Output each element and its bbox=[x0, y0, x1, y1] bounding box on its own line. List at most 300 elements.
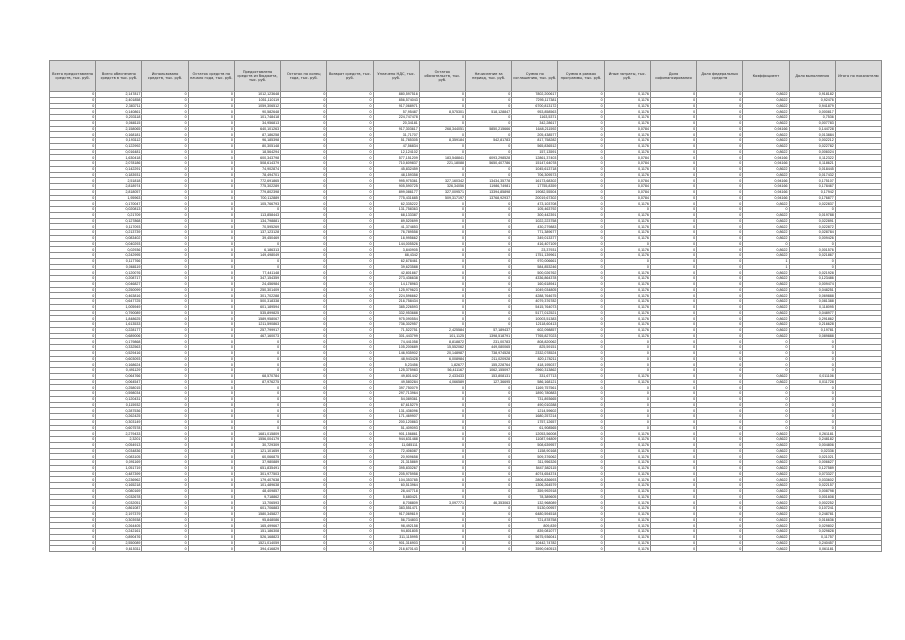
table-cell: 508,639957 bbox=[512, 442, 558, 448]
table-cell: 0,8622 bbox=[743, 506, 789, 512]
table-cell: 820,178211 bbox=[512, 356, 558, 362]
table-cell: 0 bbox=[558, 540, 604, 546]
table-cell: 880,597516 bbox=[373, 92, 419, 98]
table-cell: 2,078186 bbox=[96, 161, 142, 167]
table-cell: 0 bbox=[188, 207, 234, 213]
table-cell: 0 bbox=[50, 224, 96, 230]
table-cell: 0 bbox=[281, 304, 327, 310]
table-cell: 500,026762 bbox=[512, 270, 558, 276]
table-cell: 1 bbox=[743, 258, 789, 264]
table-cell: 0 bbox=[465, 419, 511, 425]
column-header: Сумма по соглашению, тыс. руб. bbox=[512, 61, 558, 92]
header-row bbox=[50, 61, 882, 92]
table-cell: 0 bbox=[697, 494, 743, 500]
table-cell: 0 bbox=[650, 287, 696, 293]
table-cell: 0 bbox=[188, 327, 234, 333]
table-cell: 0 bbox=[142, 339, 188, 345]
table-cell: 0 bbox=[188, 437, 234, 443]
table-cell: 0 bbox=[281, 120, 327, 126]
table-cell: 0 bbox=[281, 276, 327, 282]
table-cell: 0 bbox=[650, 224, 696, 230]
table-cell: 0,1176 bbox=[604, 540, 650, 546]
table-cell: 0 bbox=[419, 517, 465, 523]
table-cell: 0 bbox=[743, 339, 789, 345]
table-cell: 953,858563 bbox=[512, 109, 558, 115]
table-cell: 0 bbox=[50, 212, 96, 218]
table-cell: 0,487399 bbox=[96, 471, 142, 477]
table-cell: 0,8622 bbox=[743, 483, 789, 489]
table-cell: 0 bbox=[188, 471, 234, 477]
table-cell: 0,8622 bbox=[743, 281, 789, 287]
column-header: Доля федеральных средств bbox=[697, 61, 743, 92]
table-row bbox=[50, 546, 882, 552]
table-cell: 0,1176 bbox=[604, 460, 650, 466]
table-cell: 0 bbox=[327, 207, 373, 213]
table-cell: 0 bbox=[697, 465, 743, 471]
column-header: Коэффициент bbox=[743, 61, 789, 92]
table-cell: 105,766793 bbox=[234, 201, 280, 207]
table-cell: 0,203118 bbox=[96, 115, 142, 121]
table-cell: 0 bbox=[188, 540, 234, 546]
table-cell: 0 bbox=[234, 362, 280, 368]
table-cell: 0 bbox=[281, 201, 327, 207]
table-cell: 0 bbox=[419, 523, 465, 529]
table-cell: 0,081388 bbox=[789, 299, 835, 305]
table-cell: 0 bbox=[697, 322, 743, 328]
table-cell: 0,1176 bbox=[604, 120, 650, 126]
table-cell: 0 bbox=[419, 448, 465, 454]
table-cell: 0 bbox=[281, 385, 327, 391]
table-cell: 0 bbox=[50, 385, 96, 391]
table-cell: 0 bbox=[465, 454, 511, 460]
table-cell: 0 bbox=[142, 218, 188, 224]
table-cell: 0 bbox=[558, 258, 604, 264]
table-cell: 0 bbox=[281, 166, 327, 172]
table-cell: 0 bbox=[50, 316, 96, 322]
table-cell: 0 bbox=[697, 97, 743, 103]
table-cell: 771,389677 bbox=[512, 230, 558, 236]
table-cell: 0 bbox=[327, 235, 373, 241]
table-cell: 0 bbox=[50, 534, 96, 540]
table-cell: 0 bbox=[234, 207, 280, 213]
table-cell: 825,59151 bbox=[512, 345, 558, 351]
table-cell: 0 bbox=[558, 402, 604, 408]
table-cell: 1012,123648 bbox=[234, 92, 280, 98]
table-cell: 0 bbox=[50, 511, 96, 517]
table-cell: 0,8622 bbox=[743, 322, 789, 328]
table-cell: 88,4342 bbox=[373, 253, 419, 259]
table-cell: 0 bbox=[697, 333, 743, 339]
table-cell: 0,032678 bbox=[96, 494, 142, 500]
table-cell: 772,691865 bbox=[234, 178, 280, 184]
table-cell: 0,861087 bbox=[96, 506, 142, 512]
table-cell: 651,835491 bbox=[234, 465, 280, 471]
table-cell: 0 bbox=[50, 281, 96, 287]
table-cell: 7295,117381 bbox=[512, 97, 558, 103]
table-cell: 0 bbox=[188, 546, 234, 552]
table-cell: 0,1176 bbox=[604, 212, 650, 218]
table-cell: 995,975361 bbox=[373, 178, 419, 184]
table-cell: 77,441148 bbox=[234, 270, 280, 276]
table-cell: 41,374853 bbox=[373, 224, 419, 230]
table-cell: 0 bbox=[650, 402, 696, 408]
table-cell: 0 bbox=[465, 523, 511, 529]
table-cell: 0,8622 bbox=[743, 488, 789, 494]
table-cell: 0 bbox=[558, 356, 604, 362]
table-cell: 0,8622 bbox=[743, 230, 789, 236]
table-cell: 0 bbox=[465, 287, 511, 293]
table-cell: 0 bbox=[50, 138, 96, 144]
table-cell: 0 bbox=[50, 253, 96, 259]
table-cell: 0 bbox=[697, 103, 743, 109]
table-cell: 0,1176 bbox=[604, 172, 650, 178]
table-cell: 809,839 bbox=[512, 523, 558, 529]
table-cell: 0 bbox=[142, 442, 188, 448]
table-cell: 0 bbox=[327, 448, 373, 454]
table-cell: 917,303617 bbox=[373, 126, 419, 132]
table-cell: 0 bbox=[188, 460, 234, 466]
table-cell: 430,279883 bbox=[512, 224, 558, 230]
table-cell: 0,002212 bbox=[789, 138, 835, 144]
table-cell: 0 bbox=[281, 115, 327, 121]
table-cell: 0 bbox=[281, 517, 327, 523]
table-cell: 0,029828 bbox=[789, 529, 835, 535]
table-cell: 0 bbox=[650, 195, 696, 201]
table-cell: 0 bbox=[281, 264, 327, 270]
table-cell: 4288,764675 bbox=[512, 293, 558, 299]
table-cell: 0 bbox=[558, 201, 604, 207]
table-cell: 0 bbox=[327, 327, 373, 333]
table-cell: 0 bbox=[281, 460, 327, 466]
table-cell: 0 bbox=[558, 143, 604, 149]
table-cell: 0 bbox=[142, 494, 188, 500]
table-cell: 0,1176 bbox=[604, 143, 650, 149]
table-cell: 0,1176 bbox=[604, 448, 650, 454]
table-cell: 14,178963 bbox=[373, 281, 419, 287]
table-cell: 0 bbox=[558, 546, 604, 552]
table-cell: 509,317197 bbox=[419, 195, 465, 201]
table-cell: 0 bbox=[419, 494, 465, 500]
table-cell: 0,054913 bbox=[96, 442, 142, 448]
table-cell: 0 bbox=[142, 322, 188, 328]
table-cell: 0 bbox=[50, 230, 96, 236]
table-cell: 0 bbox=[558, 212, 604, 218]
table-cell: 0 bbox=[743, 425, 789, 431]
table-cell: 347,154359 bbox=[234, 276, 280, 282]
table-cell: 0 bbox=[50, 241, 96, 247]
table-cell: 1,005949 bbox=[96, 304, 142, 310]
table-cell: 0,127868 bbox=[96, 218, 142, 224]
table-cell: 125,979623 bbox=[373, 287, 419, 293]
table-cell: 0 bbox=[327, 362, 373, 368]
table-cell: 0 bbox=[558, 483, 604, 489]
table-cell: 0 bbox=[650, 281, 696, 287]
table-cell: 0 bbox=[327, 224, 373, 230]
table-cell: 0 bbox=[558, 350, 604, 356]
table-cell: 1,613533 bbox=[96, 322, 142, 328]
table-cell: 0 bbox=[604, 385, 650, 391]
table-cell: 31,71707 bbox=[373, 132, 419, 138]
table-cell: 0 bbox=[327, 155, 373, 161]
table-cell: 0 bbox=[419, 120, 465, 126]
table-cell: 1163,5371 bbox=[512, 115, 558, 121]
table-cell: 0 bbox=[50, 92, 96, 98]
table-cell: 0 bbox=[465, 166, 511, 172]
table-cell: 0 bbox=[188, 97, 234, 103]
table-cell: 0,064547 bbox=[96, 379, 142, 385]
table-cell: 48,409857 bbox=[234, 488, 280, 494]
table-cell: 418,195037 bbox=[512, 362, 558, 368]
table-cell: 0 bbox=[50, 155, 96, 161]
table-cell: 0 bbox=[697, 287, 743, 293]
table-cell: 0 bbox=[50, 132, 96, 138]
table-cell: 0 bbox=[465, 448, 511, 454]
table-cell: 0 bbox=[234, 368, 280, 374]
table-cell: 0 bbox=[188, 235, 234, 241]
table-cell: 12053,56008 bbox=[512, 431, 558, 437]
table-cell: 0 bbox=[558, 270, 604, 276]
table-cell: 0,02336 bbox=[789, 448, 835, 454]
table-cell: 0 bbox=[281, 143, 327, 149]
table-cell: 0,1176 bbox=[604, 506, 650, 512]
table-cell: 0 bbox=[465, 460, 511, 466]
table-cell: 0 bbox=[327, 356, 373, 362]
table-cell: 0 bbox=[234, 350, 280, 356]
table-cell: 0,11757 bbox=[789, 534, 835, 540]
table-cell: 0,1176 bbox=[604, 517, 650, 523]
table-cell: 0 bbox=[142, 264, 188, 270]
table-cell: 0,0784 bbox=[604, 189, 650, 195]
table-cell: 359,992918 bbox=[512, 488, 558, 494]
table-cell: 0,8622 bbox=[743, 523, 789, 529]
table-cell: 0 bbox=[697, 293, 743, 299]
table-cell: 0 bbox=[419, 414, 465, 420]
table-cell: 0 bbox=[558, 276, 604, 282]
table-cell: 134,798881 bbox=[234, 218, 280, 224]
table-cell: 0 bbox=[327, 322, 373, 328]
table-cell: 20019,67302 bbox=[512, 195, 558, 201]
column-header: Иные затраты, тыс. руб. bbox=[604, 61, 650, 92]
table-cell: 0 bbox=[142, 316, 188, 322]
table-cell: 0,8622 bbox=[743, 120, 789, 126]
table-cell: 775,431685 bbox=[373, 195, 419, 201]
table-cell: 0,94166 bbox=[743, 178, 789, 184]
table-cell: 0 bbox=[281, 408, 327, 414]
table-cell: 0 bbox=[188, 172, 234, 178]
table-cell: 21,315869 bbox=[373, 460, 419, 466]
table-cell: 0 bbox=[697, 143, 743, 149]
table-cell: 0 bbox=[188, 414, 234, 420]
table-cell: 0,1176 bbox=[604, 333, 650, 339]
table-cell: 0 bbox=[558, 368, 604, 374]
table-cell: 5447,582115 bbox=[512, 465, 558, 471]
table-cell: 0 bbox=[50, 184, 96, 190]
table-cell: 586,168121 bbox=[512, 379, 558, 385]
table-cell: 0 bbox=[558, 373, 604, 379]
table-cell: 3590,040513 bbox=[512, 546, 558, 552]
table-cell: 0,1176 bbox=[604, 546, 650, 552]
table-cell: 2,197379 bbox=[96, 511, 142, 517]
table-cell: 0,120076 bbox=[96, 270, 142, 276]
table-cell: 0,8622 bbox=[743, 471, 789, 477]
table-cell: 0 bbox=[327, 143, 373, 149]
table-cell: 0 bbox=[465, 316, 511, 322]
table-cell: 0 bbox=[419, 149, 465, 155]
table-cell: 0 bbox=[142, 299, 188, 305]
table-cell: 0 bbox=[697, 115, 743, 121]
table-cell: 0 bbox=[281, 230, 327, 236]
table-cell: 0 bbox=[558, 500, 604, 506]
table-cell: 0 bbox=[650, 212, 696, 218]
table-cell: 0 bbox=[558, 448, 604, 454]
table-cell: 0 bbox=[558, 437, 604, 443]
table-cell: 0 bbox=[558, 345, 604, 351]
table-cell: 80,305148 bbox=[234, 143, 280, 149]
table-cell: 0 bbox=[465, 483, 511, 489]
table-cell: 0,193112 bbox=[96, 138, 142, 144]
table-cell: 0 bbox=[142, 391, 188, 397]
table-cell: 0 bbox=[142, 120, 188, 126]
table-cell: 10442,74782 bbox=[512, 540, 558, 546]
table-cell: 0 bbox=[697, 310, 743, 316]
table-cell: 0 bbox=[281, 333, 327, 339]
table-cell: 1,630418 bbox=[96, 155, 142, 161]
table-cell: 0,1176 bbox=[604, 235, 650, 241]
table-cell: 0 bbox=[697, 488, 743, 494]
table-cell: 0 bbox=[650, 534, 696, 540]
table-cell: 301,702288 bbox=[234, 293, 280, 299]
table-cell: 508,614379 bbox=[234, 161, 280, 167]
table-cell: 0 bbox=[697, 546, 743, 552]
table-cell: 0 bbox=[188, 431, 234, 437]
table-cell: 0 bbox=[188, 109, 234, 115]
table-cell: 0 bbox=[697, 500, 743, 506]
table-cell: 0 bbox=[188, 241, 234, 247]
table-cell: 0 bbox=[465, 201, 511, 207]
table-cell: 0,240457 bbox=[789, 540, 835, 546]
table-cell: 0,1176 bbox=[604, 488, 650, 494]
table-cell: 467,160073 bbox=[234, 333, 280, 339]
table-cell: 0,1176 bbox=[604, 218, 650, 224]
table-cell: 5650,407786 bbox=[465, 161, 511, 167]
table-cell: 0 bbox=[281, 419, 327, 425]
table-cell: 0 bbox=[281, 350, 327, 356]
table-cell: 0 bbox=[697, 166, 743, 172]
table-cell: 0 bbox=[558, 488, 604, 494]
table-cell: 0 bbox=[558, 184, 604, 190]
table-cell: 1680,257214 bbox=[512, 414, 558, 420]
table-cell: 0,1176 bbox=[604, 322, 650, 328]
table-cell: 205,438577 bbox=[512, 132, 558, 138]
table-cell: 0 bbox=[650, 546, 696, 552]
table-cell: 0 bbox=[188, 511, 234, 517]
table-cell: 0 bbox=[604, 414, 650, 420]
table-cell: 0,1176 bbox=[604, 500, 650, 506]
table-cell: 0 bbox=[281, 529, 327, 535]
table-cell: 535,899825 bbox=[234, 310, 280, 316]
table-cell: 899,086177 bbox=[373, 189, 419, 195]
table-cell: 0,140861 bbox=[96, 109, 142, 115]
table-cell: 0 bbox=[281, 540, 327, 546]
table-cell: 0 bbox=[281, 534, 327, 540]
table-cell: 76,789558 bbox=[373, 230, 419, 236]
table-cell: 2,279433 bbox=[96, 431, 142, 437]
table-cell: 0 bbox=[50, 149, 96, 155]
table-cell: 0 bbox=[188, 287, 234, 293]
table-cell: 0,8622 bbox=[743, 460, 789, 466]
table-cell: 0 bbox=[558, 109, 604, 115]
table-cell: 0 bbox=[650, 92, 696, 98]
table-cell: 0,8622 bbox=[743, 212, 789, 218]
table-cell: 0 bbox=[327, 184, 373, 190]
table-cell: 17755,8359 bbox=[512, 184, 558, 190]
table-cell bbox=[835, 546, 881, 552]
table-cell: 0 bbox=[650, 310, 696, 316]
table-cell: 0 bbox=[419, 207, 465, 213]
table-cell: 0 bbox=[327, 477, 373, 483]
table-cell: 0 bbox=[650, 253, 696, 259]
table-cell: 0,1176 bbox=[604, 224, 650, 230]
table-cell: 0 bbox=[697, 540, 743, 546]
table-cell: 15,552062 bbox=[419, 345, 465, 351]
table-cell: 0,8622 bbox=[743, 218, 789, 224]
table-cell: 0 bbox=[327, 212, 373, 218]
table-cell: 101,489638 bbox=[234, 483, 280, 489]
table-cell: 2,550089 bbox=[96, 540, 142, 546]
table-cell: 0 bbox=[188, 419, 234, 425]
table-cell: 297,713964 bbox=[373, 391, 419, 397]
table-cell: 5,680421 bbox=[373, 494, 419, 500]
table-cell: 738,974528 bbox=[465, 350, 511, 356]
table-cell: 0 bbox=[419, 258, 465, 264]
table-cell: 0 bbox=[650, 494, 696, 500]
table-cell: 0 bbox=[558, 207, 604, 213]
table-cell: 0 bbox=[465, 425, 511, 431]
table-cell: 0 bbox=[50, 109, 96, 115]
table-cell: 0 bbox=[558, 465, 604, 471]
table-cell: 0 bbox=[327, 92, 373, 98]
table-cell: 8,818872 bbox=[419, 339, 465, 345]
table-cell: 1169,757561 bbox=[512, 385, 558, 391]
table-cell: 0,790089 bbox=[96, 310, 142, 316]
table-cell: 0 bbox=[188, 126, 234, 132]
table-cell: 13,706593 bbox=[234, 500, 280, 506]
table-cell: 0 bbox=[327, 161, 373, 167]
table-cell: 0 bbox=[650, 391, 696, 397]
table-cell: 0 bbox=[327, 345, 373, 351]
table-cell: 0 bbox=[142, 97, 188, 103]
table-cell: 0 bbox=[697, 414, 743, 420]
table-cell: 0,216628 bbox=[789, 322, 835, 328]
table-cell: 0 bbox=[650, 138, 696, 144]
table-cell: 0,069888 bbox=[789, 293, 835, 299]
table-cell: 0,020813 bbox=[96, 207, 142, 213]
table-cell: 0 bbox=[281, 396, 327, 402]
table-cell: 0 bbox=[327, 500, 373, 506]
table-cell: 47,56834 bbox=[373, 143, 419, 149]
table-cell: 0 bbox=[142, 304, 188, 310]
table-cell: 0,918182 bbox=[789, 92, 835, 98]
table-cell: 132,968089 bbox=[512, 500, 558, 506]
table-cell: 0 bbox=[281, 132, 327, 138]
table-cell: 1059,306512 bbox=[234, 103, 280, 109]
table-cell: 0 bbox=[650, 431, 696, 437]
table-cell: 0 bbox=[142, 448, 188, 454]
table-cell: 0 bbox=[327, 460, 373, 466]
table-cell: 0 bbox=[281, 195, 327, 201]
table-cell: 0 bbox=[188, 103, 234, 109]
table-cell: 0 bbox=[281, 218, 327, 224]
